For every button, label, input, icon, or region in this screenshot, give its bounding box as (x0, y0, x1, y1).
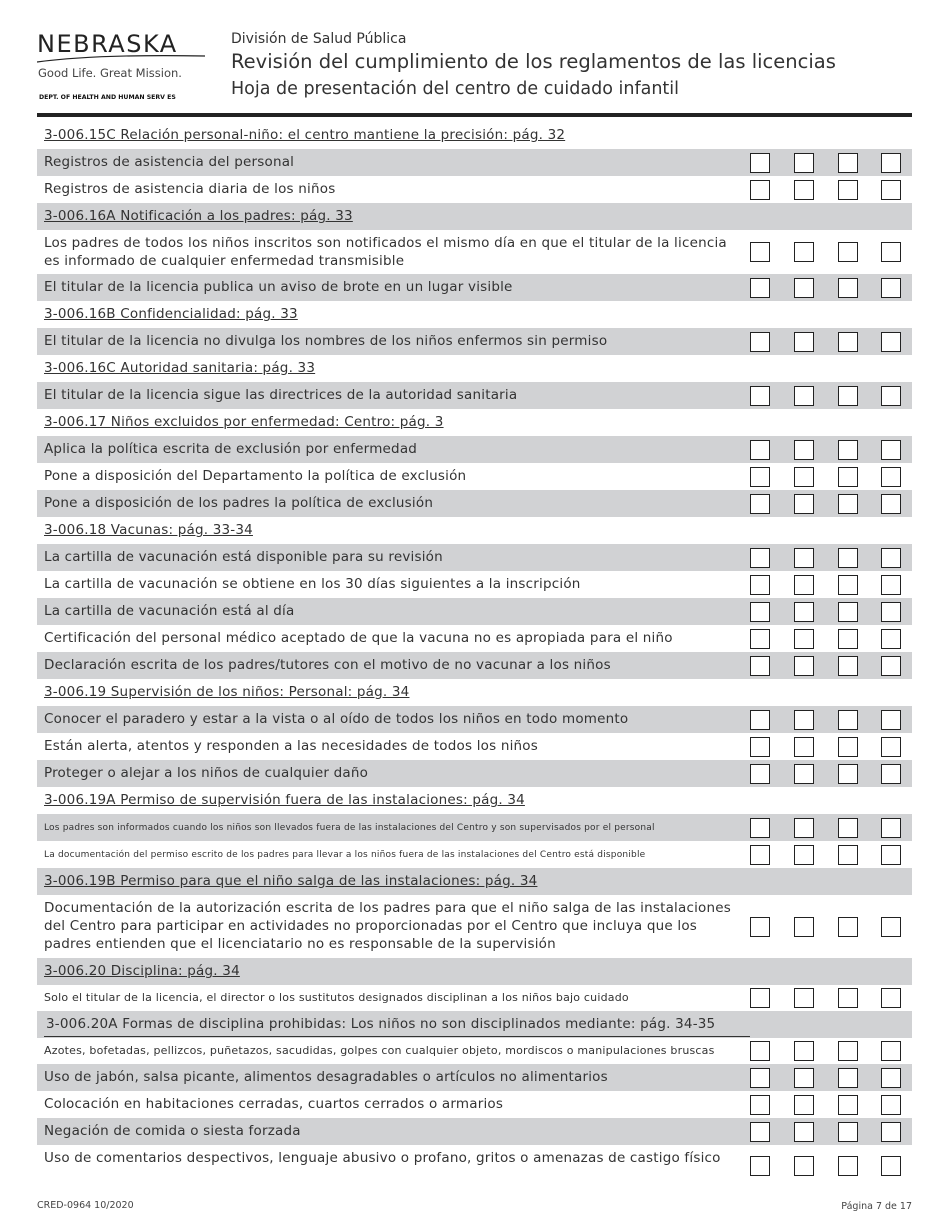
checkbox-1[interactable] (750, 1068, 770, 1088)
checkbox-1[interactable] (750, 332, 770, 352)
checkbox-3[interactable] (838, 278, 858, 298)
checkbox-4[interactable] (881, 845, 901, 865)
logo-department: DEPT. OF HEALTH AND HUMAN SERV ES (39, 94, 176, 101)
section-title: 3-006.19 Supervisión de los niños: Personal: pág. 34 (44, 684, 410, 700)
checkbox-group (750, 153, 910, 173)
checkbox-1[interactable] (750, 917, 770, 937)
division-name: División de Salud Pública (231, 31, 407, 47)
checkbox-4[interactable] (881, 332, 901, 352)
checkbox-group (750, 575, 910, 595)
item-label: Registros de asistencia diaria de los niños (44, 181, 336, 197)
item-label: Los padres de todos los niños inscritos son notificados el mismo día en que el titular de la licencia es informado de cualquier enfermedad transmisible (44, 235, 727, 269)
checkbox-1[interactable] (750, 440, 770, 460)
checklist-row (37, 706, 912, 733)
checkbox-2[interactable] (794, 1156, 814, 1176)
section-title: 3-006.16C Autoridad sanitaria: pág. 33 (44, 360, 316, 376)
checkbox-2[interactable] (794, 153, 814, 173)
item-label: La documentación del permiso escrito de los padres para llevar a los niños fuera de las instalaciones del Centro está disponible (44, 850, 646, 860)
section-header-row (37, 787, 912, 814)
checkbox-group (750, 440, 910, 460)
checkbox-3[interactable] (838, 917, 858, 937)
checkbox-1[interactable] (750, 153, 770, 173)
checklist-row (37, 382, 912, 409)
checkbox-1[interactable] (750, 242, 770, 262)
checkbox-2[interactable] (794, 440, 814, 460)
checkbox-group (750, 180, 910, 200)
checkbox-2[interactable] (794, 917, 814, 937)
item-label: La cartilla de vacunación se obtiene en los 30 días siguientes a la inscripción (44, 576, 581, 592)
item-label: Uso de jabón, salsa picante, alimentos desagradables o artículos no alimentarios (44, 1069, 608, 1085)
checkbox-3[interactable] (838, 386, 858, 406)
checkbox-3[interactable] (838, 710, 858, 730)
item-label: El titular de la licencia sigue las directrices de la autoridad sanitaria (44, 387, 518, 403)
checklist-row (37, 598, 912, 625)
section-header-row (37, 1011, 912, 1038)
checkbox-4[interactable] (881, 818, 901, 838)
checkbox-group (750, 1041, 910, 1061)
checkbox-3[interactable] (838, 1068, 858, 1088)
item-label: Están alerta, atentos y responden a las necesidades de todos los niños (44, 738, 538, 754)
checkbox-2[interactable] (794, 548, 814, 568)
checkbox-3[interactable] (838, 1122, 858, 1142)
checklist-row (37, 841, 912, 868)
checkbox-3[interactable] (838, 1095, 858, 1115)
checkbox-2[interactable] (794, 845, 814, 865)
item-label: Pone a disposición del Departamento la política de exclusión (44, 468, 467, 484)
section-title: 3-006.15C Relación personal-niño: el centro mantiene la precisión: pág. 32 (44, 127, 566, 143)
page-number: Página 7 de 17 (841, 1201, 912, 1212)
checkbox-4[interactable] (881, 656, 901, 676)
checkbox-3[interactable] (838, 575, 858, 595)
checkbox-2[interactable] (794, 386, 814, 406)
checkbox-2[interactable] (794, 278, 814, 298)
checkbox-group (750, 1156, 910, 1176)
item-label: Certificación del personal médico aceptado de que la vacuna no es apropiada para el niño (44, 630, 673, 646)
checkbox-2[interactable] (794, 1068, 814, 1088)
checklist-row (37, 1038, 912, 1064)
checkbox-group (750, 917, 910, 937)
checkbox-3[interactable] (838, 242, 858, 262)
checkbox-2[interactable] (794, 242, 814, 262)
checklist-row (37, 436, 912, 463)
section-header-row (37, 409, 912, 436)
checkbox-4[interactable] (881, 278, 901, 298)
checklist-row (37, 274, 912, 301)
checkbox-3[interactable] (838, 988, 858, 1008)
checkbox-group (750, 818, 910, 838)
checkbox-2[interactable] (794, 180, 814, 200)
checkbox-1[interactable] (750, 180, 770, 200)
checkbox-1[interactable] (750, 1041, 770, 1061)
checkbox-group (750, 1068, 910, 1088)
checkbox-4[interactable] (881, 602, 901, 622)
checkbox-group (750, 278, 910, 298)
section-title: 3-006.19A Permiso de supervisión fuera de las instalaciones: pág. 34 (44, 792, 525, 808)
checkbox-group (750, 629, 910, 649)
checkbox-3[interactable] (838, 818, 858, 838)
checklist-row (37, 1091, 912, 1118)
checklist-row (37, 490, 912, 517)
item-label: El titular de la licencia no divulga los nombres de los niños enfermos sin permiso (44, 333, 608, 349)
checkbox-4[interactable] (881, 1041, 901, 1061)
checkbox-1[interactable] (750, 988, 770, 1008)
item-label: Declaración escrita de los padres/tutores con el motivo de no vacunar a los niños (44, 657, 611, 673)
logo-tagline: Good Life. Great Mission. (38, 66, 182, 80)
section-title: 3-006.16B Confidencialidad: pág. 33 (44, 306, 298, 322)
checkbox-group (750, 737, 910, 757)
checkbox-4[interactable] (881, 386, 901, 406)
checkbox-1[interactable] (750, 629, 770, 649)
item-label: Aplica la política escrita de exclusión por enfermedad (44, 441, 418, 457)
checkbox-group (750, 988, 910, 1008)
checkbox-4[interactable] (881, 494, 901, 514)
checkbox-1[interactable] (750, 737, 770, 757)
checkbox-group (750, 386, 910, 406)
logo-swoosh-icon (37, 52, 207, 66)
checkbox-group (750, 764, 910, 784)
checkbox-4[interactable] (881, 710, 901, 730)
checkbox-3[interactable] (838, 548, 858, 568)
checkbox-1[interactable] (750, 386, 770, 406)
item-label: Proteger o alejar a los niños de cualquier daño (44, 765, 369, 781)
checklist-row (37, 652, 912, 679)
checkbox-4[interactable] (881, 440, 901, 460)
checkbox-3[interactable] (838, 332, 858, 352)
item-label: Solo el titular de la licencia, el director o los sustitutos designados disciplinan a los niños bajo cuidado (44, 991, 629, 1004)
page-subtitle: Hoja de presentación del centro de cuidado infantil (231, 79, 680, 99)
item-label: Uso de comentarios despectivos, lenguaje abusivo o profano, gritos o amenazas de castigo físico (44, 1150, 721, 1166)
item-label: Los padres son informados cuando los niños son llevados fuera de las instalaciones del Centro y son supervisados por el personal (44, 823, 655, 833)
item-label: La cartilla de vacunación está al día (44, 603, 295, 619)
checkbox-group (750, 242, 910, 262)
checkbox-4[interactable] (881, 548, 901, 568)
item-label: Conocer el paradero y estar a la vista o al oído de todos los niños en todo momento (44, 711, 629, 727)
item-label: Registros de asistencia del personal (44, 154, 295, 170)
logo-wordmark: NEBRASKA (37, 30, 178, 58)
item-label: Documentación de la autorización escrita de los padres para que el niño salga de las instalaciones del Centro para participar en actividades no proporcionadas por el Centro que incluya que los padres entienden que el licenciatario no es responsable de la supervisión (44, 900, 732, 952)
checkbox-group (750, 548, 910, 568)
checkbox-4[interactable] (881, 1122, 901, 1142)
checklist-row (37, 149, 912, 176)
checklist-row (37, 1118, 912, 1145)
item-label: Colocación en habitaciones cerradas, cuartos cerrados o armarios (44, 1096, 504, 1112)
checkbox-4[interactable] (881, 917, 901, 937)
checkbox-group (750, 845, 910, 865)
checkbox-2[interactable] (794, 575, 814, 595)
section-header-row (37, 301, 912, 328)
section-title: 3-006.17 Niños excluidos por enfermedad: Centro: pág. 3 (44, 414, 444, 430)
checkbox-4[interactable] (881, 1095, 901, 1115)
checkbox-3[interactable] (838, 1041, 858, 1061)
checkbox-4[interactable] (881, 1156, 901, 1176)
checklist-row (37, 625, 912, 652)
checkbox-3[interactable] (838, 494, 858, 514)
section-title: 3-006.18 Vacunas: pág. 33-34 (44, 522, 253, 538)
checkbox-3[interactable] (838, 440, 858, 460)
checkbox-3[interactable] (838, 602, 858, 622)
checkbox-3[interactable] (838, 656, 858, 676)
checkbox-4[interactable] (881, 575, 901, 595)
checkbox-2[interactable] (794, 988, 814, 1008)
checkbox-4[interactable] (881, 153, 901, 173)
checklist-row (37, 1064, 912, 1091)
checkbox-1[interactable] (750, 467, 770, 487)
checkbox-2[interactable] (794, 1095, 814, 1115)
checkbox-1[interactable] (750, 818, 770, 838)
checkbox-3[interactable] (838, 764, 858, 784)
section-title: 3-006.16A Notificación a los padres: pág. 33 (44, 208, 353, 224)
checkbox-1[interactable] (750, 548, 770, 568)
checkbox-1[interactable] (750, 1095, 770, 1115)
checkbox-3[interactable] (838, 737, 858, 757)
checkbox-group (750, 710, 910, 730)
checkbox-4[interactable] (881, 467, 901, 487)
checkbox-4[interactable] (881, 988, 901, 1008)
checkbox-2[interactable] (794, 737, 814, 757)
checklist-row (37, 985, 912, 1011)
checkbox-4[interactable] (881, 180, 901, 200)
checkbox-2[interactable] (794, 629, 814, 649)
checklist-row (37, 760, 912, 787)
checkbox-4[interactable] (881, 1068, 901, 1088)
item-label: La cartilla de vacunación está disponible para su revisión (44, 549, 443, 565)
checklist-row (37, 814, 912, 841)
checklist-row (37, 544, 912, 571)
checkbox-4[interactable] (881, 737, 901, 757)
section-header-row (37, 203, 912, 230)
checkbox-1[interactable] (750, 1122, 770, 1142)
checkbox-1[interactable] (750, 602, 770, 622)
checkbox-1[interactable] (750, 764, 770, 784)
checkbox-group (750, 494, 910, 514)
section-header-row (37, 868, 912, 895)
page-header (231, 31, 836, 99)
checkbox-group (750, 1122, 910, 1142)
checklist-row (37, 571, 912, 598)
checkbox-1[interactable] (750, 845, 770, 865)
item-label: El titular de la licencia publica un aviso de brote en un lugar visible (44, 279, 513, 295)
checkbox-3[interactable] (838, 467, 858, 487)
checkbox-2[interactable] (794, 467, 814, 487)
checklist-row (37, 463, 912, 490)
checkbox-group (750, 602, 910, 622)
item-label: Pone a disposición de los padres la política de exclusión (44, 495, 434, 511)
checkbox-4[interactable] (881, 629, 901, 649)
checklist-row (37, 733, 912, 760)
checkbox-1[interactable] (750, 656, 770, 676)
checkbox-2[interactable] (794, 656, 814, 676)
item-label: Azotes, bofetadas, pellizcos, puñetazos, sacudidas, golpes con cualquier objeto, mordiscos o manipulaciones bruscas (44, 1044, 715, 1057)
section-header-row (37, 355, 912, 382)
checkbox-1[interactable] (750, 278, 770, 298)
checklist-row (37, 328, 912, 355)
page-title: Revisión del cumplimiento de los reglamentos de las licencias (231, 50, 836, 73)
section-rule (44, 1036, 750, 1037)
checkbox-2[interactable] (794, 332, 814, 352)
checkbox-1[interactable] (750, 710, 770, 730)
checkbox-1[interactable] (750, 494, 770, 514)
checkbox-group (750, 656, 910, 676)
checkbox-4[interactable] (881, 764, 901, 784)
section-header-row (37, 958, 912, 985)
item-label: Negación de comida o siesta forzada (44, 1123, 301, 1139)
checkbox-2[interactable] (794, 602, 814, 622)
checklist-row (37, 176, 912, 203)
section-title: 3-006.20 Disciplina: pág. 34 (44, 963, 240, 979)
section-title: 3-006.20A Formas de disciplina prohibidas: Los niños no son disciplinados mediante: pág. 34-35 (46, 1016, 716, 1032)
checkbox-2[interactable] (794, 1041, 814, 1061)
checkbox-2[interactable] (794, 494, 814, 514)
checklist-row (37, 1145, 912, 1179)
section-header-row (37, 517, 912, 544)
checkbox-group (750, 467, 910, 487)
checkbox-3[interactable] (838, 629, 858, 649)
checkbox-3[interactable] (838, 153, 858, 173)
checklist-table (37, 122, 912, 1179)
checkbox-3[interactable] (838, 180, 858, 200)
nebraska-dhhs-logo (37, 30, 207, 108)
header-rule (37, 113, 912, 117)
section-header-row (37, 122, 912, 149)
form-id: CRED-0964 10/2020 (37, 1200, 134, 1211)
checkbox-1[interactable] (750, 575, 770, 595)
checkbox-group (750, 332, 910, 352)
checkbox-4[interactable] (881, 242, 901, 262)
checkbox-3[interactable] (838, 845, 858, 865)
checkbox-2[interactable] (794, 710, 814, 730)
checkbox-group (750, 1095, 910, 1115)
checklist-row (37, 895, 912, 958)
section-header-row (37, 679, 912, 706)
checkbox-2[interactable] (794, 1122, 814, 1142)
checkbox-2[interactable] (794, 764, 814, 784)
checkbox-2[interactable] (794, 818, 814, 838)
checkbox-3[interactable] (838, 1156, 858, 1176)
checkbox-1[interactable] (750, 1156, 770, 1176)
checklist-row (37, 230, 912, 274)
section-title: 3-006.19B Permiso para que el niño salga de las instalaciones: pág. 34 (44, 873, 538, 889)
